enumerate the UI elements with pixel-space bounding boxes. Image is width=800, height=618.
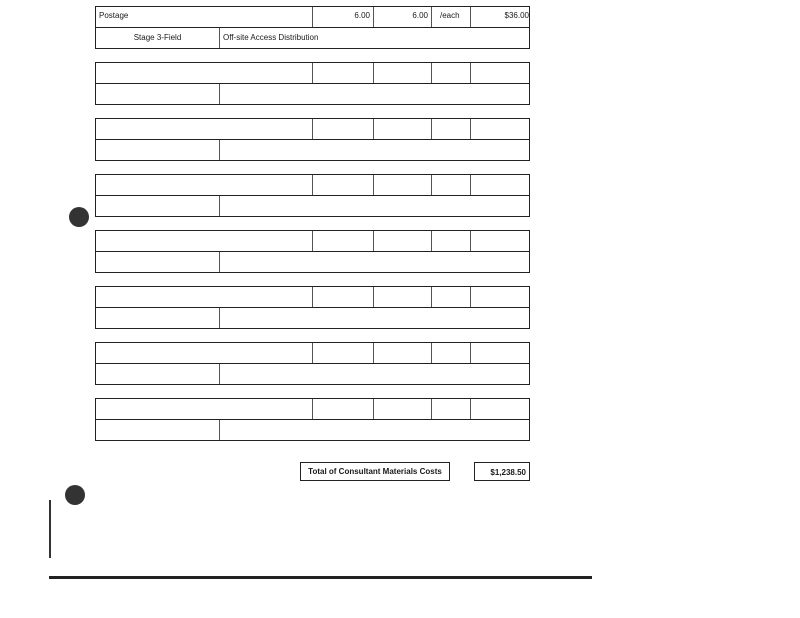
item-rate: 6.00: [412, 11, 428, 20]
table-row: [95, 398, 530, 441]
table-row: [95, 118, 530, 161]
table-row: [95, 286, 530, 329]
item-detail-row: [95, 27, 530, 49]
page-rule: [49, 576, 592, 579]
item-stage: Stage 3-Field: [133, 33, 182, 42]
table-row: [95, 230, 530, 273]
table-row: [95, 174, 530, 217]
total-label: Total of Consultant Materials Costs: [300, 462, 450, 481]
item-unit: /each: [440, 11, 460, 20]
item-name: Postage: [99, 11, 129, 20]
table-row: [95, 6, 530, 49]
margin-line: [49, 500, 51, 558]
total-value: $1,238.50: [474, 462, 530, 481]
punch-hole: [69, 207, 89, 227]
table-row: [95, 62, 530, 105]
item-total: $36.00: [504, 11, 529, 20]
table-row: [95, 342, 530, 385]
item-description: Off-site Access Distribution: [223, 33, 319, 42]
punch-hole: [65, 485, 85, 505]
item-qty: 6.00: [354, 11, 370, 20]
item-row: [95, 6, 530, 27]
